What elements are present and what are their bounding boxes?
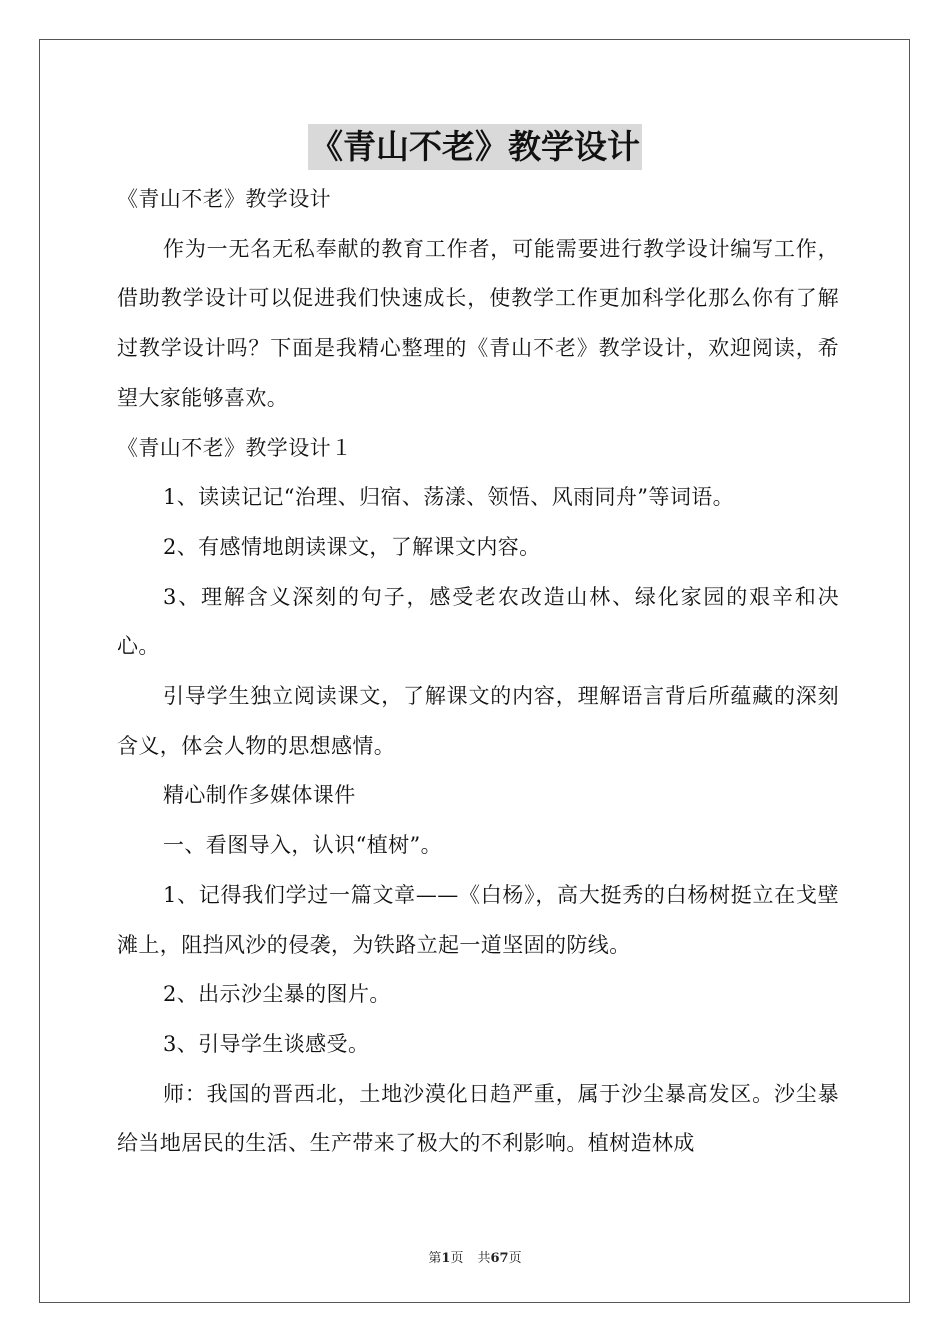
body-paragraph: 1、记得我们学过一篇文章——《白杨》，高大挺秀的白杨树挺立在戈壁滩上，阻挡风沙的侵袭，为铁路立起一道坚固的防线。 bbox=[117, 882, 839, 957]
footer-page-prefix: 第 bbox=[428, 1251, 442, 1266]
body-paragraph: 师：我国的晋西北，土地沙漠化日趋严重，属于沙尘暴高发区。沙尘暴给当地居民的生活、生产带来了极大的不利影响。植树造林成 bbox=[117, 1081, 839, 1156]
body-paragraph: 一、看图导入，认识“植树”。 bbox=[163, 833, 443, 858]
page-footer bbox=[0, 1250, 950, 1268]
footer-page-total: 67 bbox=[490, 1251, 509, 1266]
document-body bbox=[117, 175, 839, 1169]
body-paragraph: 精心制作多媒体课件 bbox=[163, 783, 356, 808]
footer-page-current: 1 bbox=[441, 1251, 451, 1266]
body-paragraph: 2、出示沙尘暴的图片。 bbox=[163, 982, 391, 1007]
footer-total-suffix: 页 bbox=[508, 1251, 522, 1266]
document-title bbox=[0, 124, 950, 170]
body-paragraph: 1、读读记记“治理、归宿、荡漾、领悟、风雨同舟”等词语。 bbox=[163, 485, 735, 510]
body-paragraph: 《青山不老》教学设计 bbox=[117, 187, 331, 211]
body-paragraph: 《青山不老》教学设计１ bbox=[117, 435, 353, 460]
body-paragraph: 2、有感情地朗读课文，了解课文内容。 bbox=[163, 534, 541, 559]
body-paragraph: 3、引导学生谈感受。 bbox=[163, 1031, 370, 1056]
title-text: 《青山不老》教学设计 bbox=[308, 124, 642, 170]
footer-page-suffix: 页 bbox=[450, 1251, 464, 1266]
body-paragraph: 作为一无名无私奉献的教育工作者，可能需要进行教学设计编写工作，借助教学设计可以促进我们快速成长，使教学工作更加科学化那么你有了解过教学设计吗？下面是我精心整理的《青山不老》教学设计，欢迎阅读，希望大家能够喜欢。 bbox=[117, 236, 839, 410]
footer-total-prefix: 共 bbox=[477, 1251, 491, 1266]
body-paragraph: 引导学生独立阅读课文，了解课文的内容，理解语言背后所蕴藏的深刻含义，体会人物的思想感情。 bbox=[117, 684, 839, 758]
body-paragraph: 3、理解含义深刻的句子，感受老农改造山林、绿化家园的艰辛和决心。 bbox=[117, 584, 839, 659]
